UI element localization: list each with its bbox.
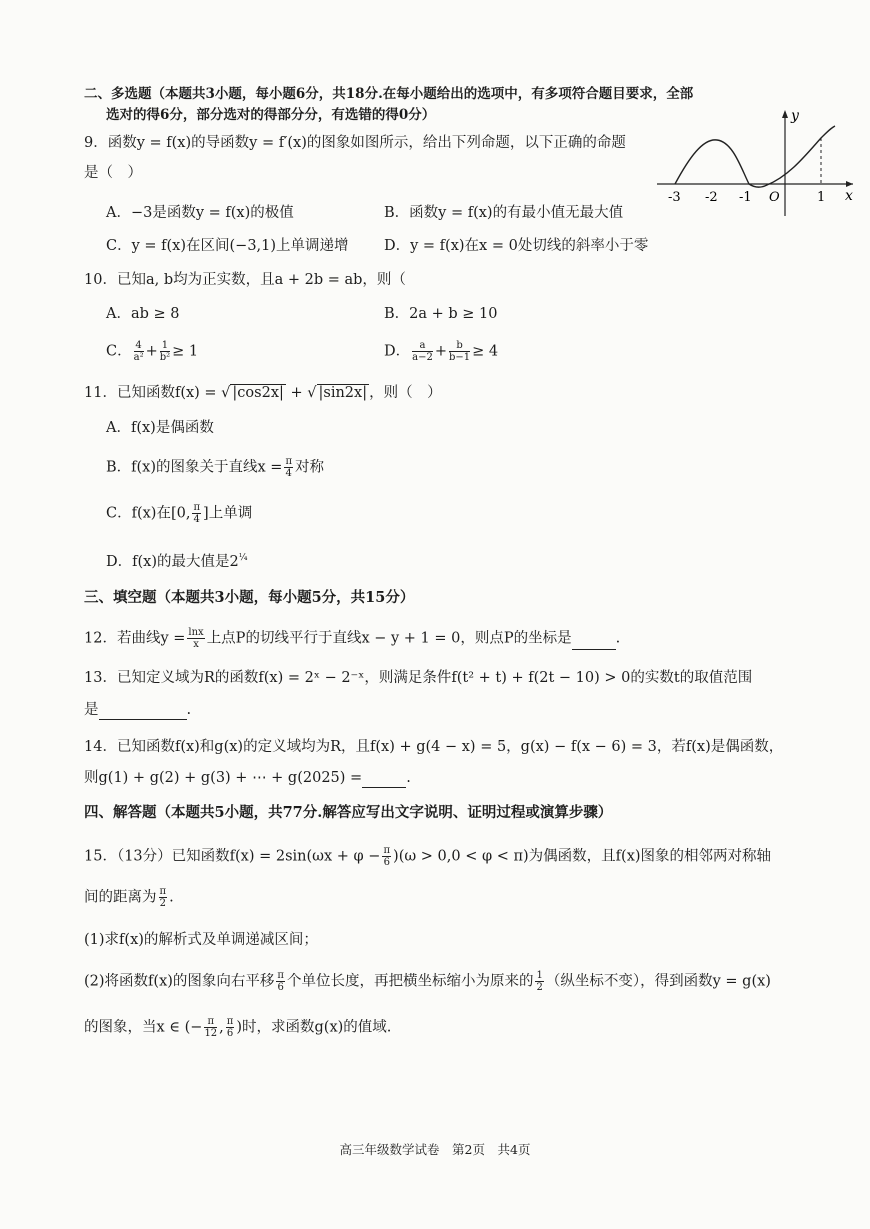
section-2-heading: 二、多选题（本题共3小题，每小题6分，共18分.在每小题给出的选项中，有多项符合题目要求，全部: [84, 86, 694, 102]
q9-option-c[interactable]: C．y = f(x)在区间(−3,1)上单调递增: [106, 238, 349, 254]
q13-stem-cont: 是 .: [84, 702, 192, 718]
q9-option-d[interactable]: D．y = f(x)在x = 0处切线的斜率小于零: [384, 238, 649, 254]
q12-stem: 12．若曲线y = $\frac{\ln x}{x}$ 上点P的切线平行于直线x − y + 1 = 0，则点P的坐标是 .: [84, 627, 621, 650]
x-axis-arrow: [846, 181, 853, 187]
section-4-heading: 四、解答题（本题共5小题，共77分.解答应写出文字说明、证明过程或演算步骤）: [84, 804, 613, 821]
q13-answer-blank[interactable]: [99, 705, 187, 720]
q15-stem-cont: 间的距离为 $\frac{\pi}{2}$ .: [84, 886, 174, 909]
q11-stem: 11．已知函数f(x) = √ |cos2x| + √ |sin2x| ，则（ ）: [84, 385, 442, 401]
derivative-curve: [675, 126, 835, 187]
q9-option-b[interactable]: B．函数y = f(x)的有最小值无最大值: [384, 205, 624, 221]
q10-option-b[interactable]: B．2a + b ≥ 10: [384, 306, 498, 322]
q9-stem-cont: 是（ ）: [84, 165, 142, 181]
q10-option-d[interactable]: D． $\frac{a}{a-2}$ + $\frac{b}{b-1}$ ≥ 4: [384, 340, 499, 363]
origin-label: O: [769, 190, 780, 205]
q11-option-c[interactable]: C．f(x)在[0, $\frac{\pi}{4}$ ]上单调: [106, 502, 253, 525]
q15-part-2: (2)将函数f(x)的图象向右平移 $\frac{\pi}{6}$ 个单位长度，再把横坐标缩小为原来的 $\frac{1}{2}$ （纵坐标不变），得到函数y = g(x): [84, 970, 771, 993]
x-label: x: [845, 188, 853, 204]
q10-stem: 10．已知a, b均为正实数，且a + 2b = ab，则（: [84, 272, 406, 288]
page-footer: 高三年级数学试卷 第2页 共4页: [339, 1142, 531, 1157]
section-3-heading: 三、填空题（本题共3小题，每小题5分，共15分）: [84, 589, 415, 606]
section-2-heading-cont: 选对的得6分，部分选对的得部分分，有选错的得0分）: [106, 107, 436, 123]
tick-neg3: -3: [668, 190, 681, 205]
tick-1: 1: [817, 190, 826, 205]
y-label: y: [791, 108, 799, 124]
q11-option-b[interactable]: B．f(x)的图象关于直线x = $\frac{\pi}{4}$ 对称: [106, 456, 325, 479]
q13-stem: 13．已知定义域为R的函数f(x) = 2ˣ − 2⁻ˣ，则满足条件f(t² + t) + f(2t − 10) > 0的实数t的取值范围: [84, 670, 753, 686]
q10-option-a[interactable]: A．ab ≥ 8: [106, 306, 180, 322]
q15-part-1: (1)求f(x)的解析式及单调递减区间；: [84, 932, 318, 948]
q11-option-d[interactable]: D．f(x)的最大值是$2^{\frac{1}{4}}$: [106, 553, 248, 570]
q15-stem: 15．（13分）已知函数f(x) = 2sin(ωx + φ − $\frac{\pi}{6}$ )(ω > 0,0 < φ < π)为偶函数，且f(x)图象的相邻两对称轴: [84, 845, 772, 868]
q14-answer-blank[interactable]: [362, 773, 406, 788]
q15-part-2-cont: 的图象，当x ∈ (− $\frac{\pi}{12}$ , $\frac{\pi}{6}$ )时，求函数g(x)的值域.: [84, 1016, 392, 1039]
q9-option-a[interactable]: A．−3是函数y = f(x)的极值: [106, 205, 294, 221]
q10-option-c[interactable]: C． $\frac{4}{\text{a²}}$ + $\frac{1}{\text{b²}}$ ≥ 1: [106, 340, 199, 363]
q14-stem: 14．已知函数f(x)和g(x)的定义域均为R，且f(x) + g(4 − x) = 5，g(x) − f(x − 6) = 3，若f(x)是偶函数，: [84, 739, 784, 755]
derivative-graph: [655, 108, 860, 220]
tick-neg1: -1: [739, 190, 752, 205]
q11-option-a[interactable]: A．f(x)是偶函数: [106, 420, 214, 436]
tick-neg2: -2: [705, 190, 718, 205]
q14-stem-cont: 则g(1) + g(2) + g(3) + ⋯ + g(2025) = .: [84, 770, 411, 786]
q12-answer-blank[interactable]: [572, 635, 616, 650]
y-axis-arrow: [782, 110, 788, 118]
q9-stem: 9．函数y = f(x)的导函数y = f′(x)的图象如图所示，给出下列命题，以下正确的命题: [84, 135, 626, 151]
